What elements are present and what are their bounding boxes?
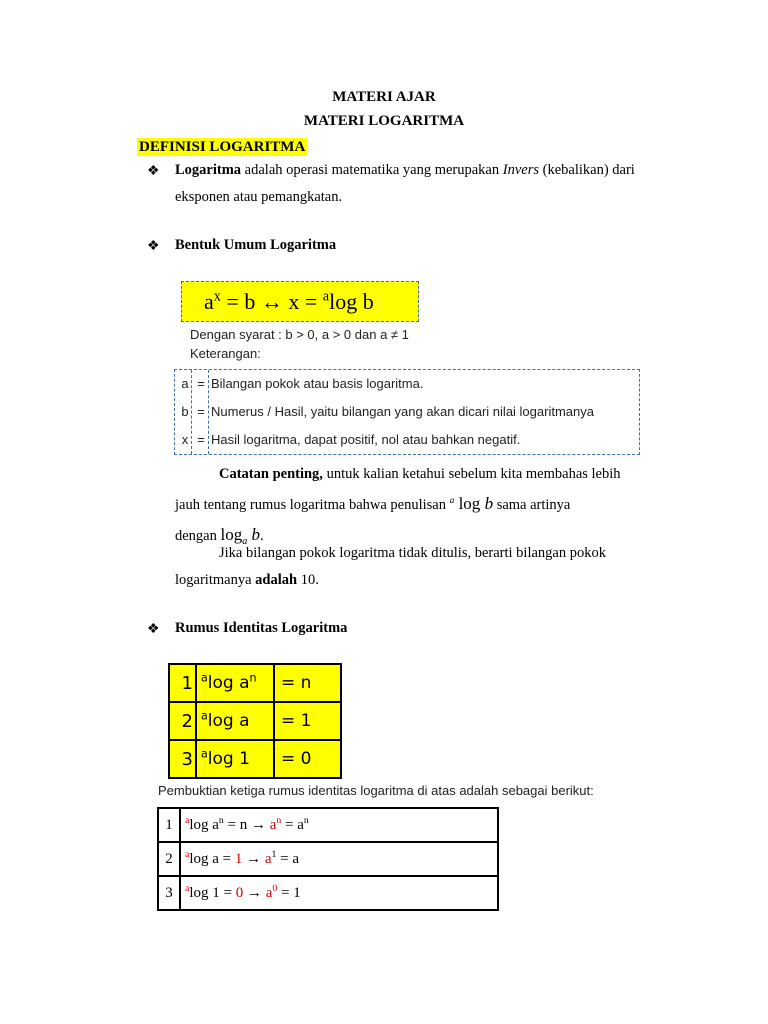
base-ten-paragraph: Jika bilangan pokok logaritma tidak ditulis, berarti bilangan pokok logaritmanya adalah 10. xyxy=(175,545,606,588)
definition-paragraph: Logaritma adalah operasi matematika yang merupakan Invers (kebalikan) dari eksponen atau pemangkatan. xyxy=(175,162,635,205)
identitas-heading: Rumus Identitas Logaritma xyxy=(175,620,348,636)
bullet-icon: ❖ xyxy=(147,239,160,254)
doc-subtitle: MATERI LOGARITMA xyxy=(303,113,465,129)
doc-title: MATERI AJAR xyxy=(332,89,436,105)
keterangan-box: a = Bilangan pokok atau basis logaritma. b = Numerus / Hasil, yaitu bilangan yang akan dicari nilai logaritmanya x = Hasil logaritma, dapat positif, nol atau bahkan negatif. xyxy=(174,369,640,455)
table-row: 2 $^a$log $a = 1 \to a^1 = a$ xyxy=(158,842,498,876)
table-row: 3 $^a$log 1 = 0 xyxy=(169,740,341,778)
proof-caption: Pembuktian ketiga rumus identitas logaritma di atas adalah sebagai berikut: xyxy=(158,783,594,798)
syarat-text: Dengan syarat : b > 0, a > 0 dan a ≠ 1 xyxy=(190,327,409,342)
catatan-paragraph: Catatan penting, untuk kalian ketahui sebelum kita membahas lebih jauh tentang rumus logaritma bahwa penulisan $^a$ log b sama artinya dengan $\log_a b$. xyxy=(175,466,621,547)
table-row: 2 $^a$log a = 1 xyxy=(169,702,341,740)
table-row: 1 $^a$log $a^n = n \to a^n = a^n$ xyxy=(158,808,498,842)
bullet-icon: ❖ xyxy=(147,622,160,637)
identity-table xyxy=(168,663,342,779)
bentuk-umum-heading: Bentuk Umum Logaritma xyxy=(175,237,337,253)
definition-heading: DEFINISI LOGARITMA xyxy=(139,139,306,155)
bullet-icon: ❖ xyxy=(147,164,160,179)
table-row: 1 $^a$log $a^n$ = n xyxy=(169,664,341,702)
table-row: 3 $^a$log $1 = 0 \to a^0 = 1$ xyxy=(158,876,498,910)
proof-table xyxy=(157,807,499,911)
keterangan-label: Keterangan: xyxy=(190,346,261,361)
general-formula: $a^x = b$ ↔ x = $^a$log b xyxy=(181,281,419,322)
